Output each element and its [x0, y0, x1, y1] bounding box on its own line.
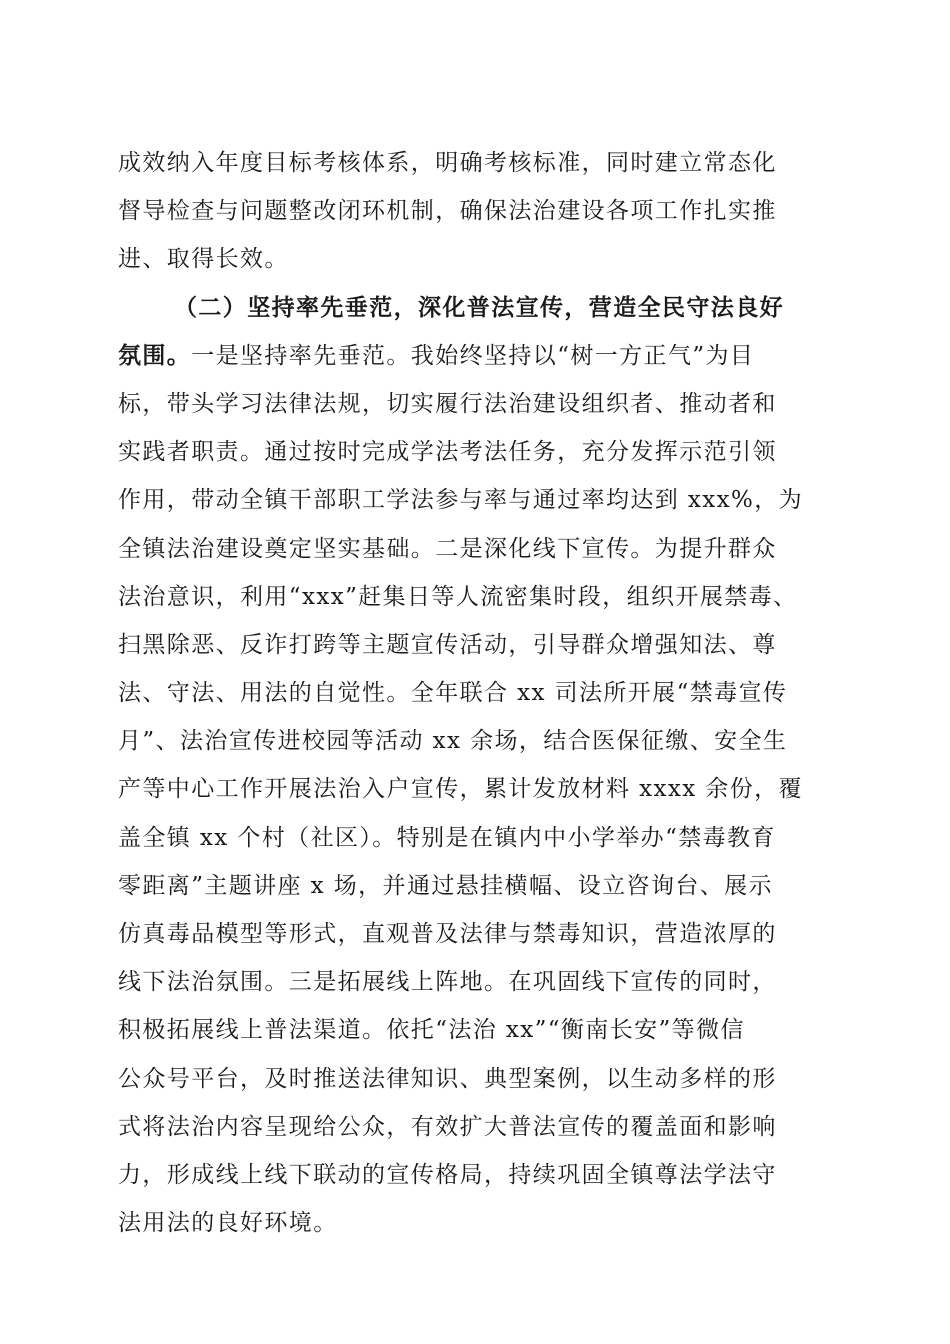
- paragraph-line: 仿真毒品模型等形式，直观普及法律与禁毒知识，营造浓厚的: [118, 921, 777, 947]
- paragraph-line: 进、取得长效。: [118, 246, 289, 273]
- section-heading-line: [118, 284, 838, 332]
- paragraph-line: 零距离”主题讲座 x 场，并通过悬挂横幅、设立咨询台、展示: [118, 872, 773, 899]
- paragraph-line: 全镇法治建设奠定坚实基础。二是深化线下宣传。为提升群众: [118, 535, 777, 562]
- paragraph-line: 成效纳入年度目标考核体系，明确考核标准，同时建立常态化: [118, 150, 777, 176]
- paragraph-line: 公众号平台，及时推送法律知识、典型案例，以生动多样的形: [118, 1065, 777, 1092]
- section-heading: （二）坚持率先垂范，深化普法宣传，营造全民守法良好: [174, 293, 784, 321]
- paragraph-line: 法用法的良好环境。: [118, 1210, 338, 1237]
- paragraph-line: 式将法治内容呈现给公众，有效扩大普法宣传的覆盖面和影响: [118, 1113, 777, 1140]
- paragraph-line: 产等中心工作开展法治入户宣传，累计发放材料 xxxx 余份，覆: [118, 776, 803, 803]
- paragraph-line: 线下法治氛围。三是拓展线上阵地。在巩固线下宣传的同时，: [118, 969, 777, 996]
- paragraph-line: 标，带头学习法律法规，切实履行法治建设组织者、推动者和: [118, 390, 777, 417]
- paragraph-line: 月”、法治宣传进校园等活动 xx 余场，结合医保征缴、安全生: [118, 728, 788, 755]
- body-text: [118, 139, 838, 1247]
- paragraph-line: [118, 332, 838, 380]
- paragraph-line: 盖全镇 xx 个村（社区）。特别是在镇内中小学举办“禁毒教育: [118, 824, 776, 851]
- paragraph-line: 力，形成线上线下联动的宣传格局，持续巩固全镇尊法学法守: [118, 1161, 777, 1188]
- paragraph-line: 扫黑除恶、反诈打跨等主题宣传活动，引导群众增强知法、尊: [118, 631, 777, 658]
- paragraph-line: 督导检查与问题整改闭环机制，确保法治建设各项工作扎实推: [118, 198, 777, 225]
- paragraph-text: 一是坚持率先垂范。我始终坚持以“树一方正气”为目: [191, 342, 755, 369]
- paragraph-line: 实践者职责。通过按时完成学法考法任务，充分发挥示范引领: [118, 439, 777, 466]
- paragraph-line: 法、守法、用法的自觉性。全年联合 xx 司法所开展“禁毒宣传: [118, 680, 788, 707]
- section-heading-end: 氛围。: [118, 341, 192, 369]
- paragraph-line: 作用，带动全镇干部职工学法参与率与通过率均达到 xxx%，为: [118, 487, 804, 514]
- paragraph-line: 积极拓展线上普法渠道。依托“法治 xx”“衡南长安”等微信: [118, 1017, 745, 1044]
- paragraph-line: 法治意识，利用“xxx”赶集日等人流密集时段，组织开展禁毒、: [118, 583, 798, 610]
